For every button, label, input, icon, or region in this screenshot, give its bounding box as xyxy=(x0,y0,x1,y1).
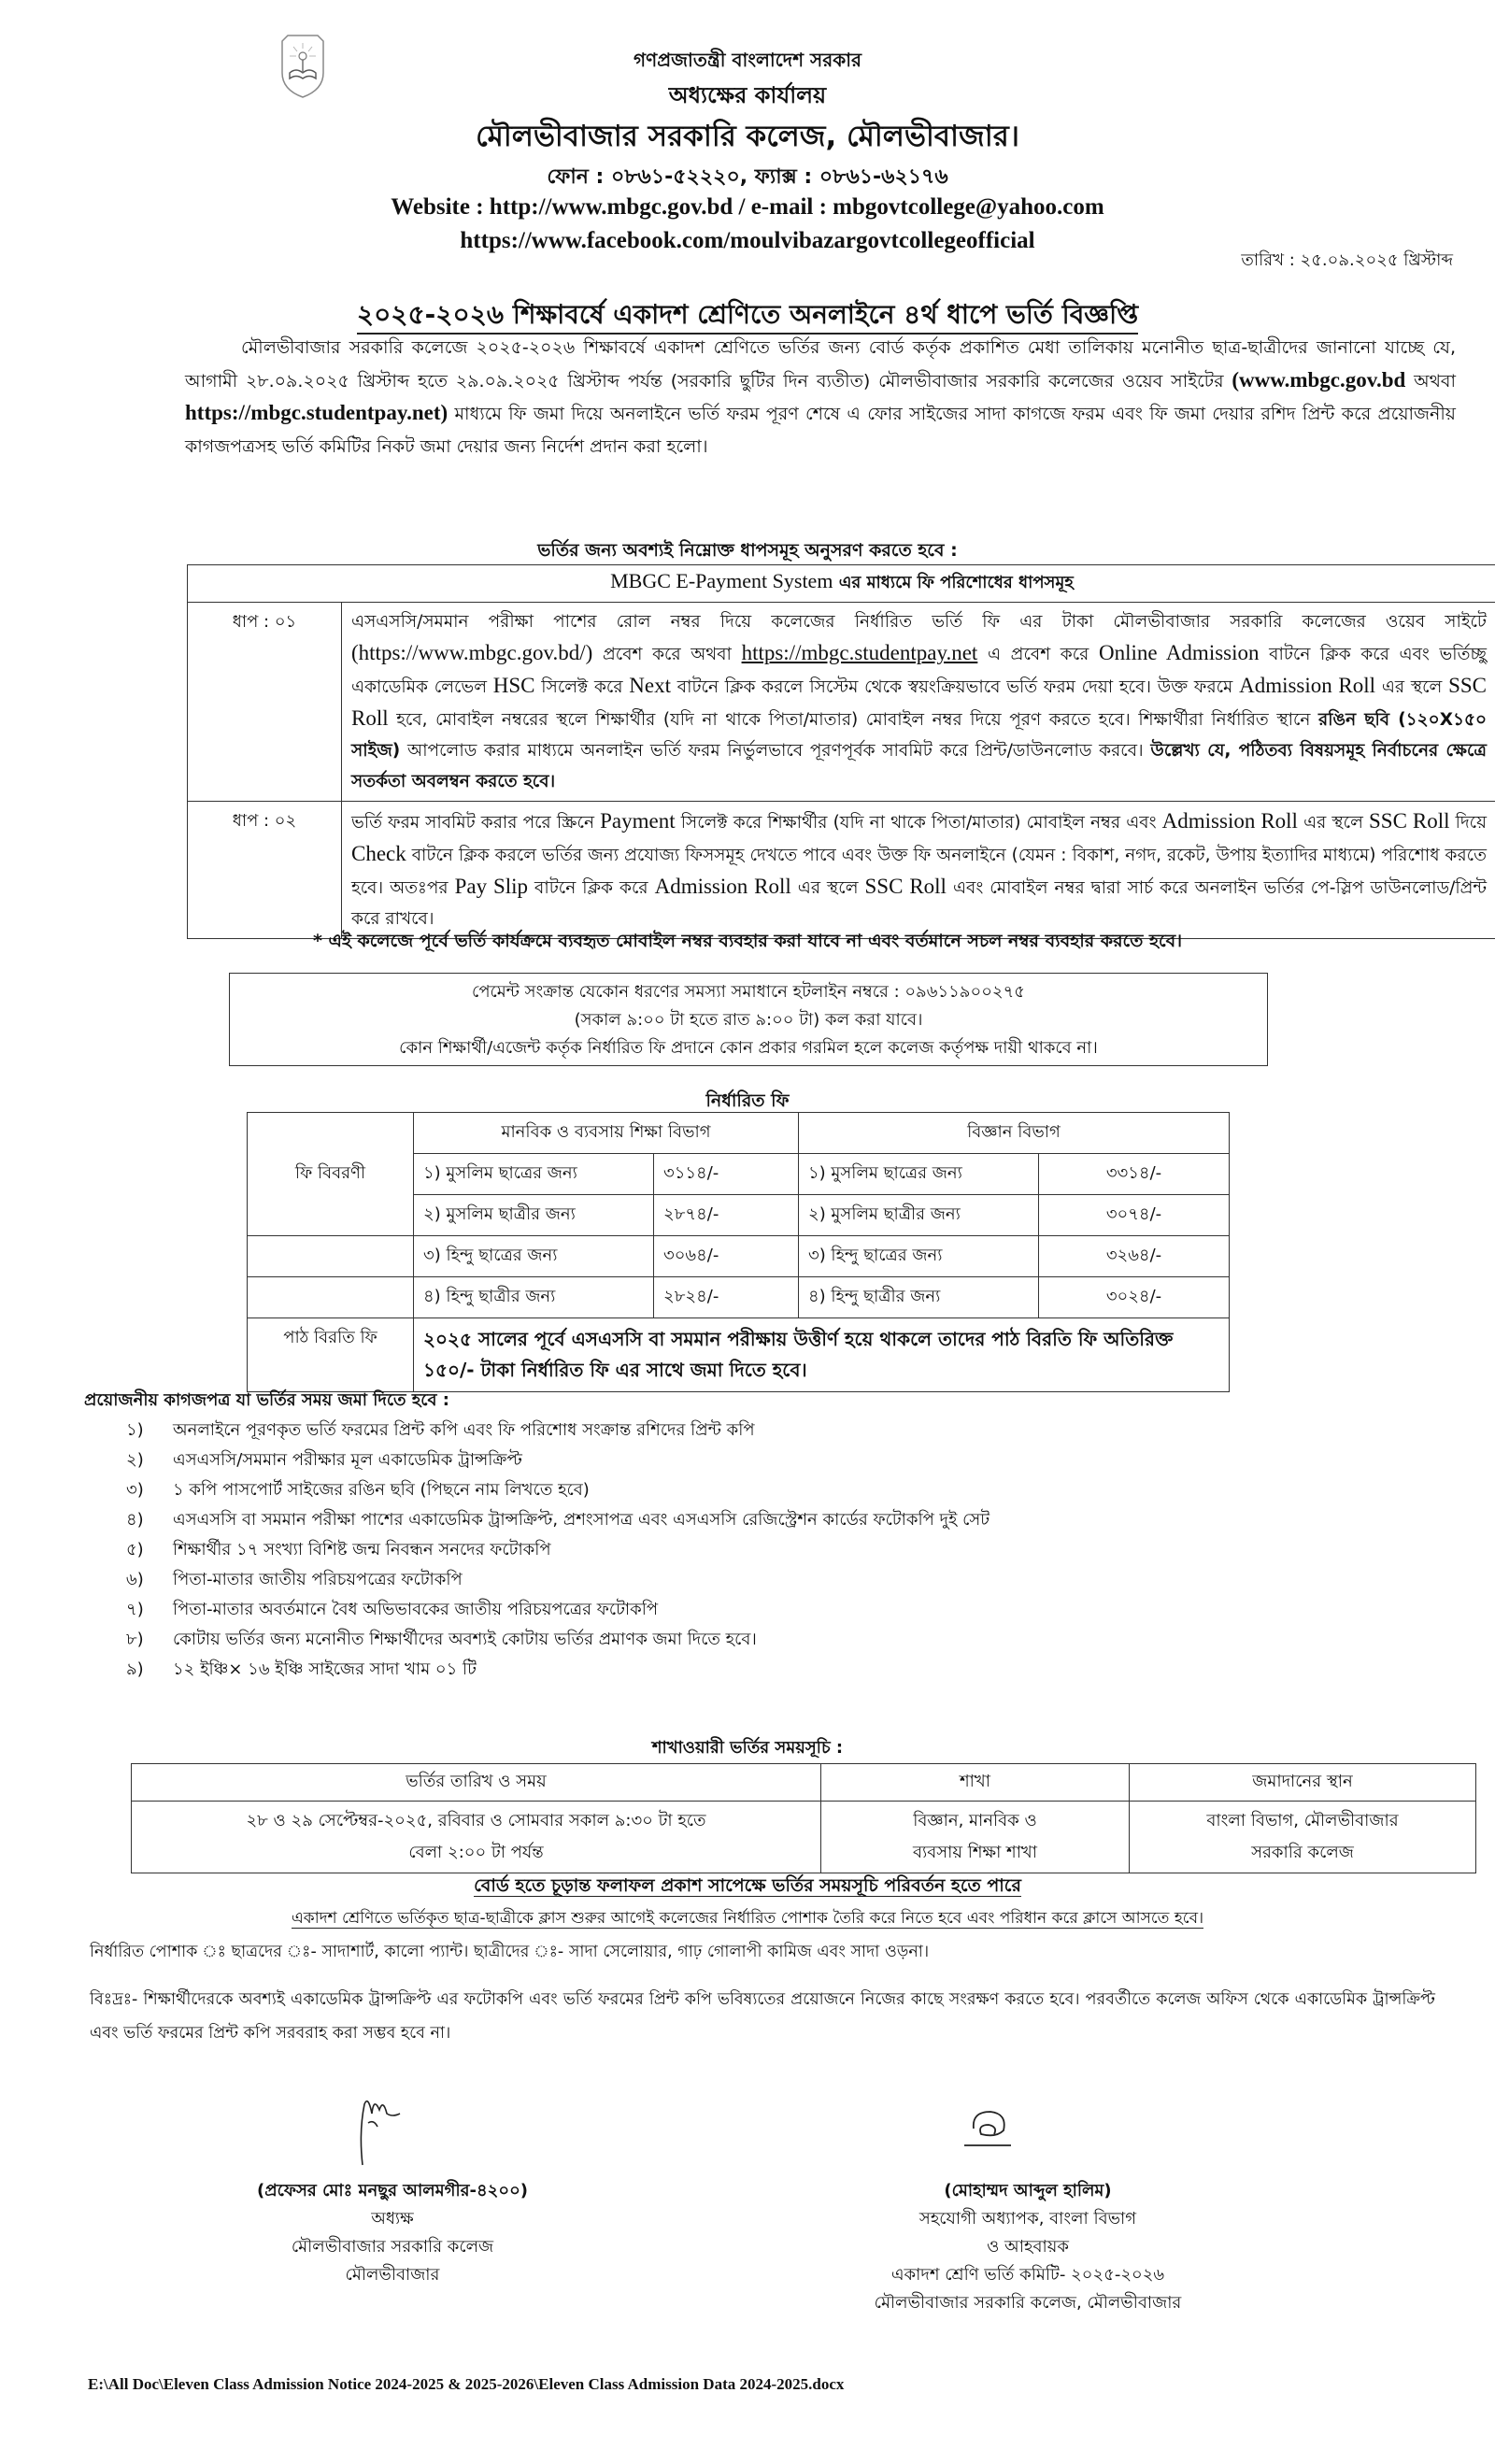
list-item xyxy=(126,1595,990,1625)
step2-text: বাটনে ক্লিক করলে ভর্তির জন্য প্রযোজ্য ফিসসমূহ দেখতে পাবে এবং উক্ত ফি অনলাইনে (যেমন : বিকাশ, নগদ, রকেট, উপায় ইত্যাদির মাধ্যমে) পরিশোধ করতে হবে। অতঃপর xyxy=(351,846,1487,898)
intro-website-link: (www.mbgc.gov.bd xyxy=(1232,367,1406,392)
study-break-label: পাঠ বিরতি ফি xyxy=(248,1318,414,1392)
principal-place: মৌলভীবাজার xyxy=(345,2265,440,2285)
fee-category: ৪) হিন্দু ছাত্রীর জন্য xyxy=(798,1277,1038,1318)
list-item xyxy=(126,1475,990,1505)
fee-row-label: ফি বিবরণী xyxy=(248,1113,414,1236)
branch-line: ব্যবসায় শিক্ষা শাখা xyxy=(913,1843,1037,1862)
studentpay-link[interactable]: https://mbgc.studentpay.net xyxy=(741,641,978,664)
list-item xyxy=(126,1655,990,1685)
committee-name: একাদশ শ্রেণি ভর্তি কমিটি- ২০২৫-২০২৬ xyxy=(890,2265,1165,2285)
fee-category: ২) মুসলিম ছাত্রীর জন্য xyxy=(414,1195,654,1236)
branch-line: বিজ্ঞান, মানবিক ও xyxy=(913,1811,1037,1830)
dept-science-header: বিজ্ঞান বিভাগ xyxy=(798,1113,1229,1154)
step2-text: ভর্তি ফরম সাবমিট করার পরে স্ক্রিনে xyxy=(351,813,601,833)
fee-amount: ২৮২৪/- xyxy=(653,1277,798,1318)
date-time-line: ২৮ ও ২৯ সেপ্টেম্বর-২০২৫, রবিবার ও সোমবার সকাল ৯:৩০ টা হতে xyxy=(246,1811,706,1830)
convener-org: মৌলভীবাজার সরকারি কলেজ, মৌলভীবাজার xyxy=(874,2293,1182,2313)
list-item xyxy=(126,1565,990,1595)
item-number: ১) xyxy=(126,1420,144,1440)
step-row xyxy=(188,802,1495,939)
step1-text: এর স্থলে xyxy=(1375,677,1449,697)
intro-text-b: মাধ্যমে ফি জমা দিয়ে অনলাইনে ভর্তি ফরম পূরণ শেষে এ ফোর সাইজের সাদা কাগজে ফরম এবং ফি জমা দেয়ার রশিদ প্রিন্ট করে প্রয়োজনীয় কাগজপত্রসহ ভর্তি কমিটির নিকট জমা দেয়ার জন্য নির্দেশ প্রদান করা হলো। xyxy=(185,404,1456,457)
fee-row xyxy=(248,1277,1230,1318)
fee-category: ১) মুসলিম ছাত্রের জন্য xyxy=(798,1154,1038,1195)
principal-name: (প্রফেসর মোঃ মনছুর আলমগীর-৪২০০) xyxy=(256,2181,529,2201)
step-text xyxy=(342,802,1495,939)
schedule-title: শাখাওয়ারী ভর্তির সময়সূচি : xyxy=(651,1738,844,1758)
item-number: ৬) xyxy=(126,1570,144,1589)
follow-steps-heading: ভর্তির জন্য অবশ্যই নিম্নোক্ত ধাপসমূহ অনুসরণ করতে হবে : xyxy=(537,540,958,561)
step2-text: সিলেক্ট করে শিক্ষার্থীর (যদি না থাকে পিতা/মাতার) মোবাইল নম্বর এবং xyxy=(675,813,1162,833)
schedule-change-text: বোর্ড হতে চূড়ান্ত ফলাফল প্রকাশ সাপেক্ষে ভর্তির সময়সূচি পরিবর্তন হতে পারে xyxy=(474,1875,1021,1896)
schedule-change-notice xyxy=(0,1873,1495,1902)
special-note: বিঃদ্রঃ- শিক্ষার্থীদেরকে অবশ্যই একাডেমিক ট্রান্সক্রিপ্ট এর ফটোকপি এবং ভর্তি ফরমের প্রিন্ট কপি ভবিষ্যতের প্রয়োজনে নিজের কাছে সংরক্ষণ করতে হবে। পরবর্তীতে কলেজ অফিস থেকে একাডেমিক ট্রান্সক্রিপ্ট এবং ভর্তি ফরমের প্রিন্ট কপি সরবরাহ করা সম্ভব হবে না। xyxy=(90,1990,1435,2043)
step1-photo-size: রঙিন ছবি (১২০X১৫০ সাইজ) xyxy=(351,710,1488,761)
fee-amount: ৩৩১৪/- xyxy=(1039,1154,1230,1195)
date-time-line: বেলা ২:০০ টা পর্যন্ত xyxy=(408,1843,544,1862)
item-text: ১২ ইঞ্চি× ১৬ ইঞ্চি সাইজের সাদা খাম ০১ টি xyxy=(173,1659,477,1679)
steps-header-bn: এর মাধ্যমে ফি পরিশোধের ধাপসমূহ xyxy=(833,573,1074,592)
mobile-number-warning: * এই কলেজে পূর্বে ভর্তি কার্যক্রমে ব্যবহৃত মোবাইল নম্বর ব্যবহার করা যাবে না এবং বর্তমানে সচল নম্বর ব্যবহার করতে হবে। xyxy=(312,931,1183,951)
intro-text-a: মৌলভীবাজার সরকারি কলেজে ২০২৫-২০২৬ শিক্ষাবর্ষে একাদশ শ্রেণিতে ভর্তির জন্য বোর্ড কর্তৃক প্রকাশিত মেধা তালিকায় মনোনীত ছাত্র-ছাত্রীদের জানানো যাচ্ছে যে, আগামী ২৮.০৯.২০২৫ খ্রিস্টাব্দ হতে ২৯.০৯.২০২৫ খ্রিস্টাব্দ পর্যন্ত (সরকারি ছুটির দিন ব্যতীত) মৌলভীবাজার সরকারি কলেজের ওয়েব সাইটের xyxy=(185,337,1456,392)
helpline-disclaimer: কোন শিক্ষার্থী/এজেন্ট কর্তৃক নির্ধারিত ফি প্রদানে কোন প্রকার গরমিল হলে কলেজ কর্তৃপক্ষ দায়ী থাকবে না। xyxy=(399,1038,1098,1058)
documents-title: প্রয়োজনীয় কাগজপত্র যা ভর্তির সময় জমা দিতে হবে : xyxy=(84,1390,449,1410)
step1-text: Online Admission xyxy=(1098,641,1260,664)
phone-fax: ফোন : ০৮৬১-৫২২২০, ফ্যাক্স : ০৮৬১-৬২১৭৬ xyxy=(547,165,948,189)
item-number: ৫) xyxy=(126,1540,144,1560)
step2-text: Payment xyxy=(600,809,676,833)
step1-text: Next xyxy=(629,674,672,697)
item-text: অনলাইনে পূরণকৃত ভর্তি ফরমের প্রিন্ট কপি এবং ফি পরিশোধ সংক্রান্ত রশিদের প্রিন্ট কপি xyxy=(173,1420,755,1440)
step1-text: Admission Roll xyxy=(1239,674,1376,697)
schedule-place xyxy=(1130,1802,1476,1873)
step2-text: বাটনে ক্লিক করে xyxy=(528,878,655,898)
notice-date: তারিখ : ২৫.০৯.২০২৫ খ্রিস্টাব্দ xyxy=(1241,250,1453,270)
item-text: এসএসসি বা সমমান পরীক্ষা পাশের একাডেমিক ট্রান্সক্রিপ্ট, প্রশংসাপত্র এবং এসএসসি রেজিস্ট্রেশন কার্ডের ফটোকপি দুই সেট xyxy=(173,1510,990,1530)
intro-paragraph xyxy=(185,332,1456,463)
fee-amount: ২৮৭৪/- xyxy=(653,1195,798,1236)
helpline-hours: (সকাল ৯:০০ টা হতে রাত ৯:০০ টা) কল করা যাবে। xyxy=(574,1010,923,1030)
principal-signature-block xyxy=(196,2177,589,2289)
step1-text: সিলেক্ট করে xyxy=(534,677,630,697)
step1-text: হবে, মোবাইল নম্বরের স্থলে শিক্ষার্থীর (যদি না থাকে পিতা/মাতার) মোবাইল নম্বর দিয়ে পূরণ করতে হবে। শিক্ষার্থীরা নির্ধারিত স্থানে xyxy=(388,710,1319,730)
place-line: বাংলা বিভাগ, মৌলভীবাজার xyxy=(1206,1811,1399,1830)
step1-text: বাটনে ক্লিক করে এবং ভর্তিচ্ছু একাডেমিক লেভেল xyxy=(351,645,1487,697)
convener-role: ও আহবায়ক xyxy=(987,2237,1069,2257)
step1-caution: উল্লেখ্য যে, পঠিতব্য বিষয়সমূহ নির্বাচনের ক্ষেত্রে সতর্কতা অবলম্বন করতে হবে। xyxy=(351,741,1487,791)
step1-text: এ প্রবেশ করে xyxy=(977,645,1099,664)
fee-category: ৩) হিন্দু ছাত্রের জন্য xyxy=(798,1236,1038,1277)
dept-humanities-header: মানবিক ও ব্যবসায় শিক্ষা বিভাগ xyxy=(414,1113,799,1154)
item-number: ৩) xyxy=(126,1480,144,1500)
schedule-header-row xyxy=(132,1764,1476,1802)
fee-category: ১) মুসলিম ছাত্রের জন্য xyxy=(414,1154,654,1195)
item-number: ২) xyxy=(126,1450,144,1470)
step1-text: (https://www.mbgc.gov.bd/) xyxy=(351,641,593,664)
step2-text: Admission Roll xyxy=(654,875,791,898)
government-name: গণপ্রজাতন্ত্রী বাংলাদেশ সরকার xyxy=(634,49,861,71)
item-text: শিক্ষার্থীর ১৭ সংখ্যা বিশিষ্ট জন্ম নিবন্ধন সনদের ফটোকপি xyxy=(173,1540,551,1560)
col-place: জমাদানের স্থান xyxy=(1130,1764,1476,1802)
fee-category: ২) মুসলিম ছাত্রীর জন্য xyxy=(798,1195,1038,1236)
convener-signature-block xyxy=(757,2177,1299,2317)
documents-list xyxy=(126,1416,990,1685)
fee-table xyxy=(247,1112,1230,1392)
step1-text: আপলোড করার মাধ্যমে অনলাইন ভর্তি ফরম নির্ভুলভাবে পূরণপূর্বক সাবমিট করে প্রিন্ট/ডাউনলোড করবে। xyxy=(400,741,1151,761)
item-text: পিতা-মাতার অবর্তমানে বৈধ অভিভাবকের জাতীয় পরিচয়পত্রের ফটোকপি xyxy=(173,1600,659,1619)
principal-title: অধ্যক্ষ xyxy=(371,2209,414,2229)
item-text: এসএসসি/সমমান পরীক্ষার মূল একাডেমিক ট্রান্সক্রিপ্ট xyxy=(173,1450,522,1470)
fee-category: ৪) হিন্দু ছাত্রীর জন্য xyxy=(414,1277,654,1318)
col-branch: শাখা xyxy=(821,1764,1130,1802)
list-item xyxy=(126,1625,990,1655)
dress-notice xyxy=(0,1906,1495,1932)
step1-text: প্রবেশ করে অথবা xyxy=(592,645,742,664)
step1-text: SSC Roll xyxy=(351,674,1488,730)
item-number: ৪) xyxy=(126,1510,144,1530)
empty-cell xyxy=(248,1277,414,1318)
step1-text: HSC xyxy=(492,674,535,697)
schedule-date-time xyxy=(132,1802,821,1873)
step2-text: এর স্থলে xyxy=(1297,813,1370,833)
fee-table-title: নির্ধারিত ফি xyxy=(705,1090,790,1111)
principal-org: মৌলভীবাজার সরকারি কলেজ xyxy=(291,2237,494,2257)
step2-text: দিয়ে xyxy=(1449,813,1488,833)
fee-amount: ৩২৬৪/- xyxy=(1039,1236,1230,1277)
list-item xyxy=(126,1505,990,1535)
intro-or: অথবা xyxy=(1405,370,1457,392)
step-row xyxy=(188,603,1495,802)
fee-amount: ৩০২৪/- xyxy=(1039,1277,1230,1318)
step2-text: এবং মোবাইল নম্বর দ্বারা সার্চ করে অনলাইন ভর্তির পে-স্লিপ ডাউনলোড/প্রিন্ট করে রাখবে। xyxy=(351,878,1488,929)
step2-text: SSC Roll xyxy=(1369,809,1450,833)
item-text: ১ কপি পাসপোর্ট সাইজের রঙিন ছবি (পিছনে নাম লিখতে হবে) xyxy=(173,1480,590,1500)
facebook-url: https://www.facebook.com/moulvibazargovtcollegeofficial xyxy=(460,228,1035,253)
schedule-table xyxy=(131,1763,1476,1873)
step2-text: এর স্থলে xyxy=(790,878,865,898)
office-name: অধ্যক্ষের কার্যালয় xyxy=(668,82,827,108)
schedule-branch xyxy=(821,1802,1130,1873)
step1-text: বাটনে ক্লিক করলে সিস্টেম থেকে স্বয়ংক্রিয়ভাবে ভর্তি ফরম দেয়া হবে। উক্ত ফরমে xyxy=(671,677,1240,697)
file-path: E:\All Doc\Eleven Class Admission Notice 2024-2025 & 2025-2026\Eleven Class Admission Data 2024-2025.docx xyxy=(88,2375,845,2393)
list-item xyxy=(126,1446,990,1475)
dress-notice-text: একাদশ শ্রেণিতে ভর্তিকৃত ছাত্র-ছাত্রীকে ক্লাস শুরুর আগেই কলেজের নির্ধারিত পোশাক তৈরি করে নিতে হবে এবং পরিধান করে ক্লাসে আসতে হবে। xyxy=(291,1909,1204,1928)
step2-text: Pay Slip xyxy=(454,875,529,898)
fee-category: ৩) হিন্দু ছাত্রের জন্য xyxy=(414,1236,654,1277)
notice-title-text: ২০২৫-২০২৬ শিক্ষাবর্ষে একাদশ শ্রেণিতে অনলাইনে ৪র্থ ধাপে ভর্তি বিজ্ঞপ্তি xyxy=(357,299,1138,335)
steps-header-en: MBGC E-Payment System xyxy=(610,569,833,592)
fee-amount: ৩১১৪/- xyxy=(653,1154,798,1195)
convener-name: (মোহাম্মদ আব্দুল হালিম) xyxy=(944,2181,1112,2201)
steps-table-header xyxy=(188,565,1495,603)
item-number: ৮) xyxy=(126,1630,144,1649)
fee-amount: ৩০৬৪/- xyxy=(653,1236,798,1277)
study-break-text: ২০২৫ সালের পূর্বে এসএসসি বা সমমান পরীক্ষায় উত্তীর্ণ হয়ে থাকলে তাদের পাঠ বিরতি ফি অতিরিক্ত ১৫০/- টাকা নির্ধারিত ফি এর সাথে জমা দিতে হবে। xyxy=(414,1318,1230,1392)
step2-text: Admission Roll xyxy=(1161,809,1298,833)
empty-cell xyxy=(248,1236,414,1277)
helpline-number: পেমেন্ট সংক্রান্ত যেকোন ধরণের সমস্যা সমাধানে হটলাইন নম্বরে : ০৯৬১১৯০০২৭৫ xyxy=(472,982,1025,1002)
place-line: সরকারি কলেজ xyxy=(1251,1843,1354,1862)
fee-amount: ৩০৭৪/- xyxy=(1039,1195,1230,1236)
step-label: ধাপ : ০১ xyxy=(188,603,342,802)
step2-text: Check xyxy=(351,842,406,865)
item-number: ৭) xyxy=(126,1600,144,1619)
step1-text: এসএসসি/সমমান পরীক্ষা পাশের রোল নম্বর দিয়ে কলেজের নির্ধারিত ভর্তি ফি এর টাকা মৌলভীবাজার সরকারি কলেজের ওয়েব সাইটে xyxy=(351,612,1487,632)
principal-signature-icon xyxy=(346,2086,420,2170)
payment-steps-table xyxy=(187,564,1495,939)
college-name: মৌলভীবাজার সরকারি কলেজ, মৌলভীবাজার। xyxy=(476,120,1019,153)
col-date-time: ভর্তির তারিখ ও সময় xyxy=(132,1764,821,1802)
item-text: কোটায় ভর্তির জন্য মনোনীত শিক্ষার্থীদের অবশ্যই কোটায় ভর্তির প্রমাণক জমা দিতে হবে। xyxy=(173,1630,757,1649)
schedule-row xyxy=(132,1802,1476,1873)
step2-text: SSC Roll xyxy=(864,875,947,898)
intro-studentpay-link: https://mbgc.studentpay.net) xyxy=(185,401,448,424)
convener-signature-icon xyxy=(953,2101,1028,2157)
helpline-box xyxy=(229,973,1268,1066)
step-text xyxy=(342,603,1495,802)
list-item xyxy=(126,1416,990,1446)
list-item xyxy=(126,1535,990,1565)
dress-code: নির্ধারিত পোশাক ঃ ছাত্রদের ঃ- সাদাশার্ট, কালো প্যান্ট। ছাত্রীদের ঃ- সাদা সেলোয়ার, গাঢ় গোলাপী কামিজ এবং সাদা ওড়না। xyxy=(90,1943,930,1961)
website-email: Website : http://www.mbgc.gov.bd / e-mail : mbgovtcollege@yahoo.com xyxy=(391,194,1104,220)
fee-row xyxy=(248,1236,1230,1277)
step-label: ধাপ : ০২ xyxy=(188,802,342,939)
item-number: ৯) xyxy=(126,1659,144,1679)
convener-title: সহযোগী অধ্যাপক, বাংলা বিভাগ xyxy=(918,2209,1137,2229)
item-text: পিতা-মাতার জাতীয় পরিচয়পত্রের ফটোকপি xyxy=(173,1570,463,1589)
